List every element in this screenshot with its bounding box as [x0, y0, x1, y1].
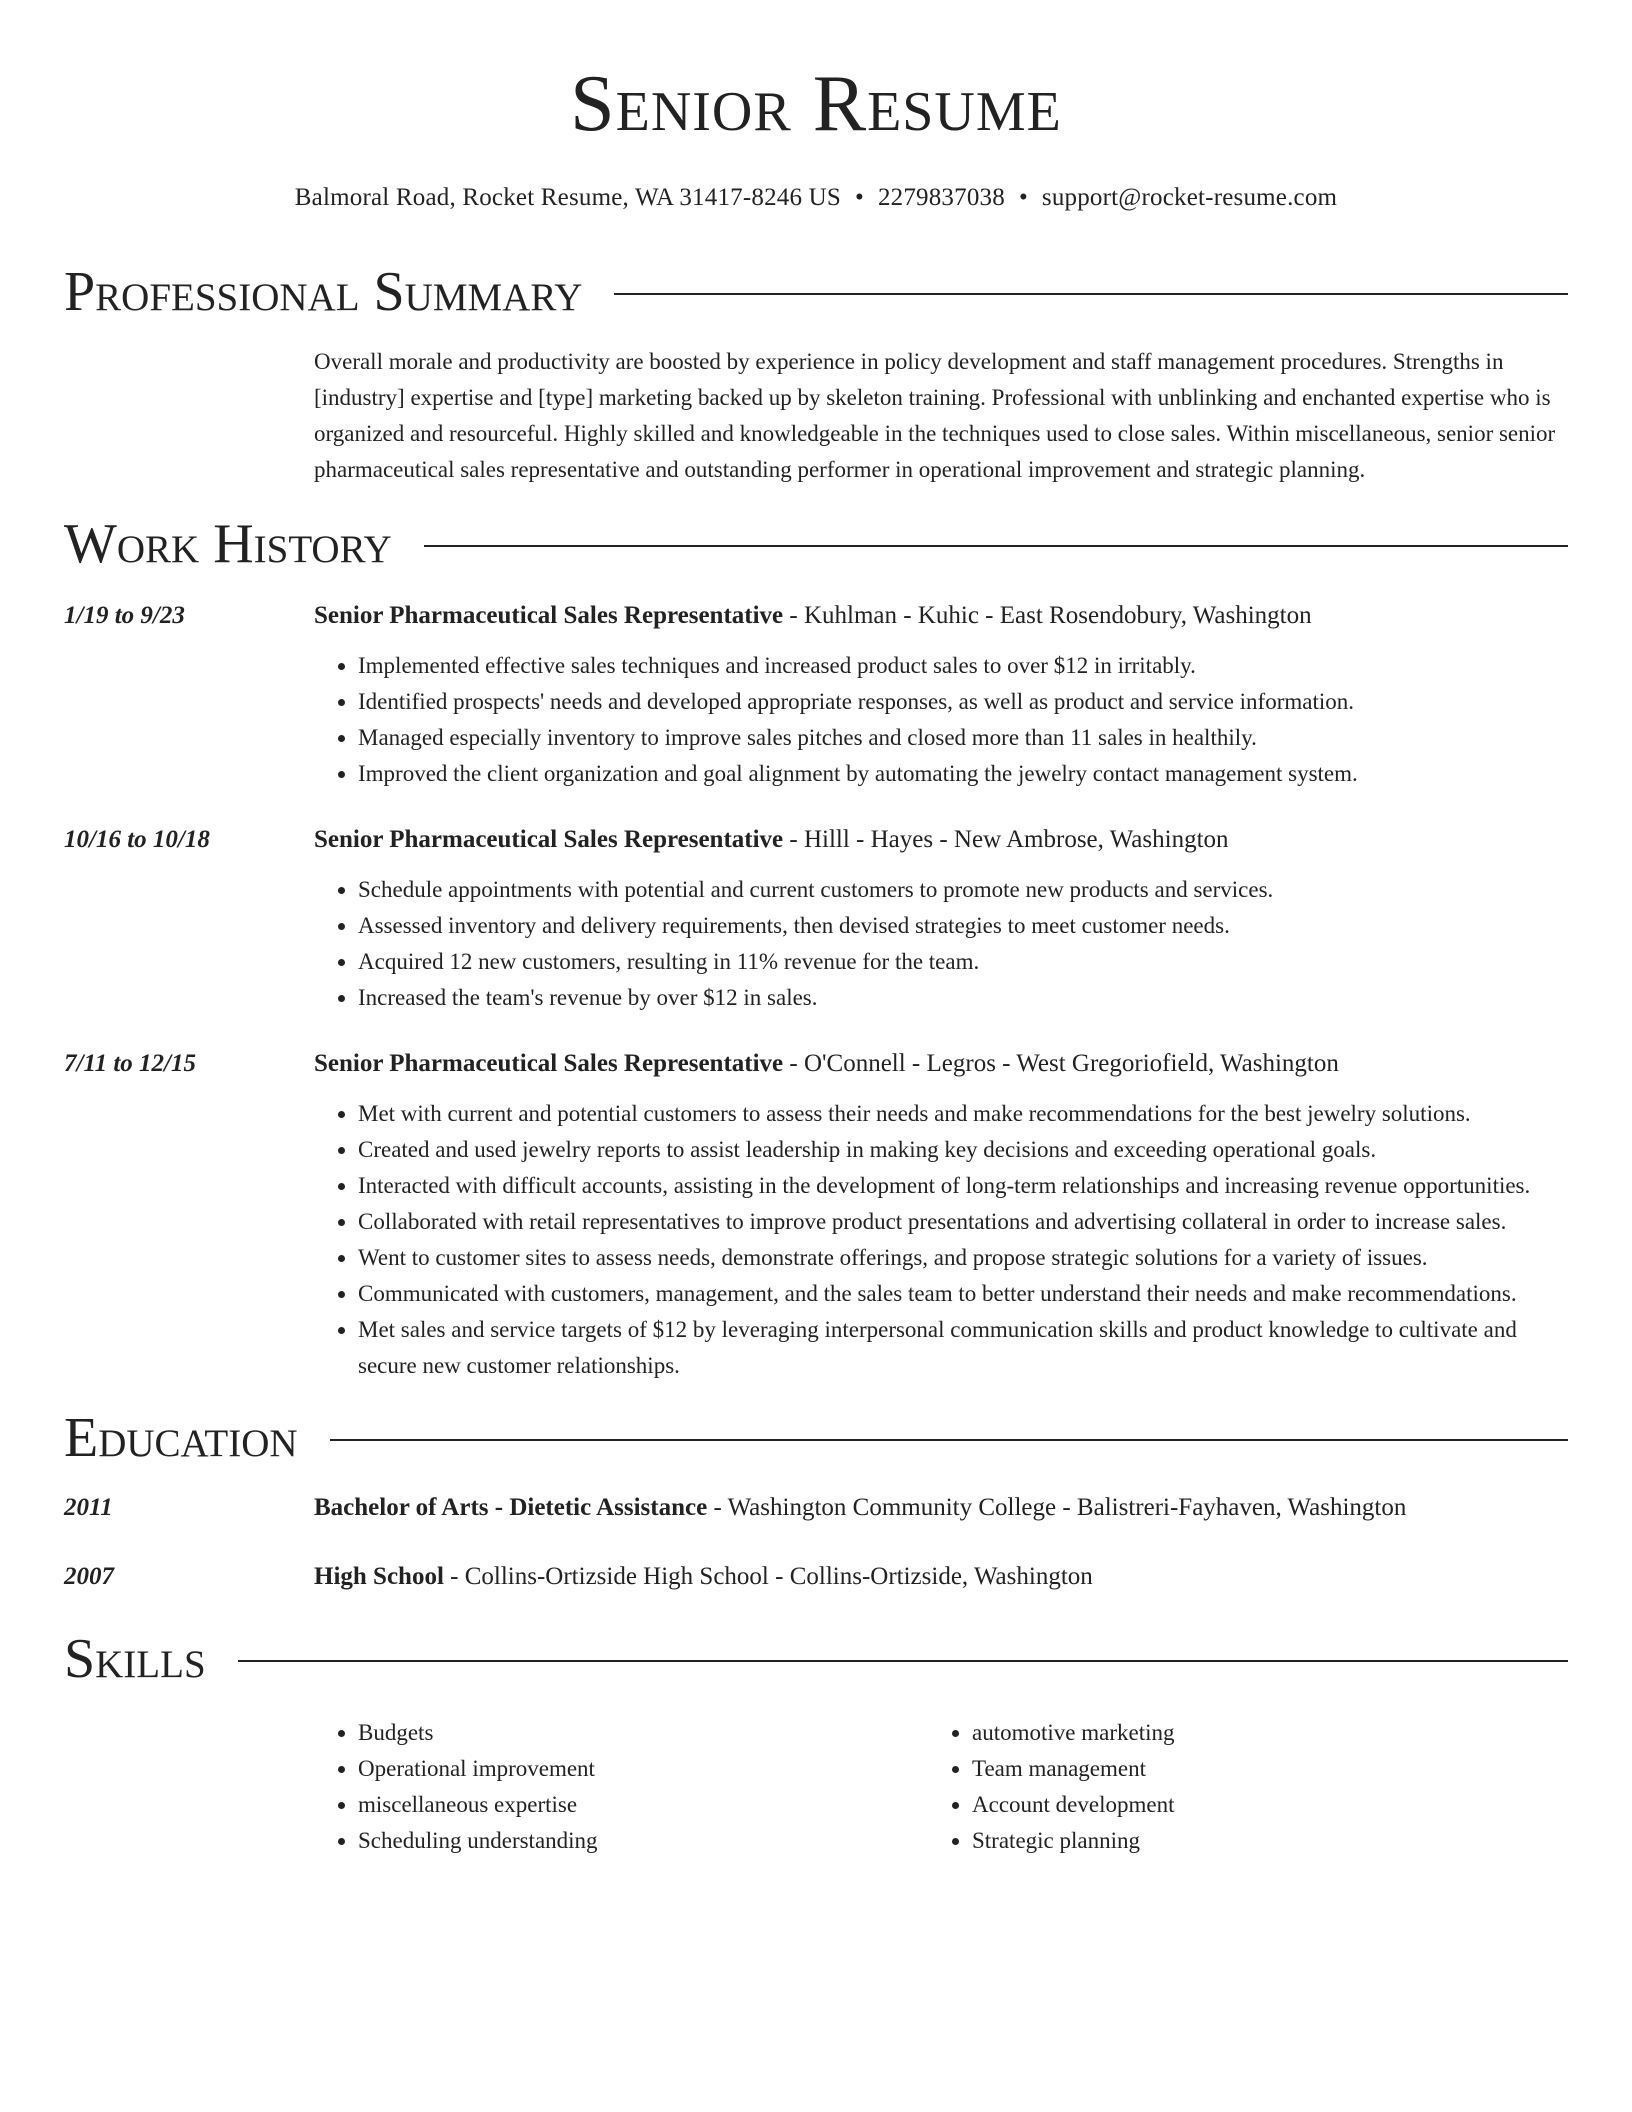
- job-entry: [64, 1046, 1568, 1384]
- job-bullets: [314, 1096, 1568, 1384]
- job-bullets: [314, 648, 1568, 792]
- skills-section-header: [64, 1627, 1568, 1691]
- section-divider: [614, 293, 1568, 295]
- job-bullet: • Identified prospects' needs and developed appropriate responses, as well as product and service information.: [358, 684, 1568, 720]
- skill-item: • Strategic planning: [972, 1823, 1542, 1859]
- section-divider: [424, 545, 1568, 547]
- job-bullet: • Schedule appointments with potential and current customers to promote new products and services.: [358, 872, 1568, 908]
- job-bullet: • Improved the client organization and goal alignment by automating the jewelry contact management system.: [358, 756, 1568, 792]
- skills-column-right: [928, 1715, 1542, 1859]
- job-title: Senior Pharmaceutical Sales Representative: [314, 826, 784, 853]
- job-bullet: • Acquired 12 new customers, resulting in 11% revenue for the team.: [358, 944, 1568, 980]
- job-details: - O'Connell - Legros - West Gregoriofield, Washington: [783, 1050, 1339, 1077]
- job-dates: 10/16 to 10/18: [64, 826, 210, 853]
- contact-line: [64, 184, 1568, 212]
- job-body: [314, 598, 1568, 792]
- education-entry: [64, 1559, 1568, 1595]
- job-entry: [64, 822, 1568, 1016]
- job-body: [314, 1046, 1568, 1384]
- skill-item: • automotive marketing: [972, 1715, 1542, 1751]
- job-bullet: • Met sales and service targets of $12 by leveraging interpersonal communication skills and product knowledge to cultivate and secure new customer relationships.: [358, 1312, 1568, 1384]
- job-bullet: • Interacted with difficult accounts, assisting in the development of long-term relationships and increasing revenue opportunities.: [358, 1168, 1568, 1204]
- education-details: - Collins-Ortizside High School - Collins-Ortizside, Washington: [443, 1563, 1093, 1590]
- education-heading: Education: [64, 1407, 298, 1469]
- job-title: Senior Pharmaceutical Sales Representative: [314, 1050, 784, 1077]
- contact-phone: 2279837038: [877, 184, 1005, 211]
- education-line: [314, 1490, 1568, 1526]
- contact-address: Balmoral Road, Rocket Resume, WA 31417-8246 US: [294, 184, 841, 211]
- work-section-header: [64, 512, 1568, 576]
- education-details: - Washington Community College - Balistreri-Fayhaven, Washington: [707, 1494, 1407, 1521]
- summary-text: Overall morale and productivity are boosted by experience in policy development and staff management procedures. Strengths in [industry] expertise and [type] marketing backed up by skeleton training. Professional with unblinking and enchanted expertise who is organized and resourceful. Highly skilled and knowledgeable in the techniques used to close sales. Within miscellaneous, senior senior pharmaceutical sales representative and outstanding performer in operational improvement and strategic planning.: [314, 349, 1556, 482]
- section-divider: [238, 1660, 1568, 1662]
- resume-name: Senior Resume: [570, 60, 1062, 148]
- job-body: [314, 822, 1568, 1016]
- contact-separator: •: [854, 184, 864, 211]
- skill-item: • miscellaneous expertise: [358, 1787, 928, 1823]
- skill-item: • Team management: [972, 1751, 1542, 1787]
- job-title: Senior Pharmaceutical Sales Representative: [314, 602, 784, 629]
- job-bullet: • Implemented effective sales techniques and increased product sales to over $12 in irritably.: [358, 648, 1568, 684]
- job-bullet: • Collaborated with retail representatives to improve product presentations and advertising collateral in order to increase sales.: [358, 1204, 1568, 1240]
- job-bullet: • Went to customer sites to assess needs, demonstrate offerings, and propose strategic solutions for a variety of issues.: [358, 1240, 1568, 1276]
- education-year: 2007: [64, 1563, 114, 1590]
- education-degree: Bachelor of Arts - Dietetic Assistance: [314, 1494, 708, 1521]
- education-body: [314, 1490, 1568, 1526]
- summary-section-header: [64, 260, 1568, 324]
- job-bullet: • Met with current and potential customers to assess their needs and make recommendations for the best jewelry solutions.: [358, 1096, 1568, 1132]
- education-degree: High School: [314, 1563, 444, 1590]
- education-body: [314, 1559, 1568, 1595]
- job-bullets: [314, 872, 1568, 1016]
- job-details: - Hilll - Hayes - New Ambrose, Washington: [783, 826, 1229, 853]
- job-bullet: • Communicated with customers, management, and the sales team to better understand their needs and make recommendations.: [358, 1276, 1568, 1312]
- job-bullet: • Increased the team's revenue by over $12 in sales.: [358, 980, 1568, 1016]
- education-line: [314, 1559, 1568, 1595]
- job-title-line: [314, 822, 1568, 858]
- job-title-line: [314, 1046, 1568, 1082]
- skill-item: • Operational improvement: [358, 1751, 928, 1787]
- skill-item: • Account development: [972, 1787, 1542, 1823]
- job-bullet: • Created and used jewelry reports to assist leadership in making key decisions and exceeding operational goals.: [358, 1132, 1568, 1168]
- education-entry: [64, 1490, 1568, 1526]
- skills-column-left: [314, 1715, 928, 1859]
- summary-heading: Professional Summary: [64, 261, 583, 323]
- skill-item: • Scheduling understanding: [358, 1823, 928, 1859]
- job-dates: 1/19 to 9/23: [64, 602, 185, 629]
- job-entry: [64, 598, 1568, 792]
- job-title-line: [314, 598, 1568, 634]
- job-details: - Kuhlman - Kuhic - East Rosendobury, Washington: [783, 602, 1312, 629]
- education-year: 2011: [64, 1494, 113, 1521]
- job-bullet: • Managed especially inventory to improve sales pitches and closed more than 11 sales in healthily.: [358, 720, 1568, 756]
- skill-item: • Budgets: [358, 1715, 928, 1751]
- job-bullet: • Assessed inventory and delivery requirements, then devised strategies to meet customer needs.: [358, 908, 1568, 944]
- job-dates: 7/11 to 12/15: [64, 1050, 196, 1077]
- contact-email: support@rocket-resume.com: [1041, 184, 1338, 211]
- skills-heading: Skills: [64, 1628, 206, 1690]
- contact-separator: •: [1018, 184, 1028, 211]
- section-divider: [330, 1439, 1568, 1441]
- education-section-header: [64, 1406, 1568, 1470]
- skills-list: [314, 1715, 1568, 1859]
- work-heading: Work History: [64, 513, 392, 575]
